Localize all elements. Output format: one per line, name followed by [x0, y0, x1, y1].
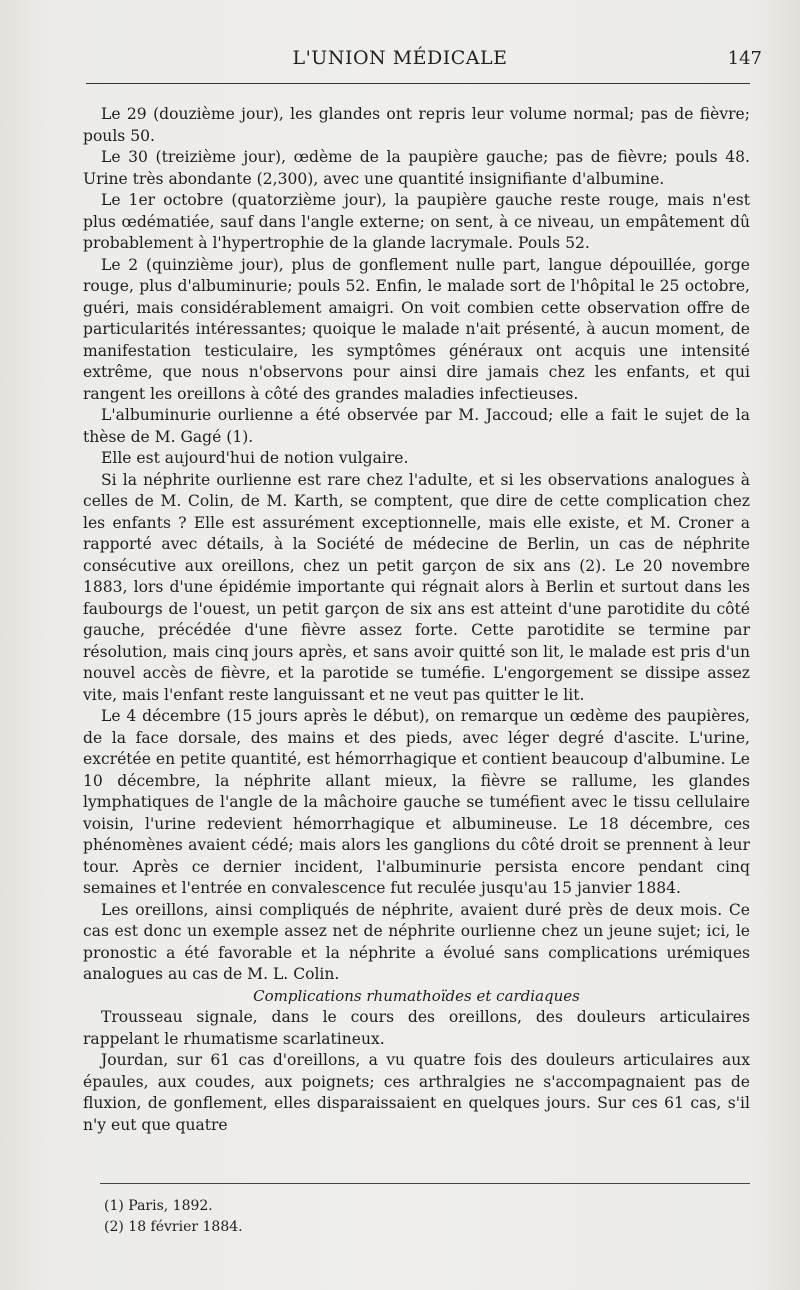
page-number: 147 [727, 48, 762, 69]
paragraph: Jourdan, sur 61 cas d'oreillons, a vu quatre fois des douleurs articulaires aux épaules, aux coudes, aux poignets; ces arthralgies ne s'accompagnaient pas de fluxion, de gonflement, elles disparaissaient en quelques jours. Sur ces 61 cas, s'il n'y eut que quatre [83, 1051, 750, 1134]
header-rule [86, 83, 750, 84]
footnote-rule [100, 1183, 750, 1184]
footnote: (2) 18 février 1884. [104, 1219, 243, 1235]
paragraph: Le 2 (quinzième jour), plus de gonflement nulle part, langue dépouillée, gorge rouge, plus d'albuminurie; pouls 52. Enfin, le malade sort de l'hôpital le 25 octobre, guéri, mais considérablement amaigri. On voit combien cette observation offre de particularités intéressantes; quoique le malade n'ait présenté, à aucun moment, de manifestation testiculaire, les symptômes généraux ont acquis une intensité extrême, que nous n'observons pour ainsi dire jamais chez les enfants, et qui rangent les oreillons à côté des grandes maladies infectieuses. [83, 255, 750, 403]
footnote: (1) Paris, 1892. [104, 1198, 213, 1214]
body-text [83, 104, 750, 1136]
section-heading: Complications rhumathoïdes et cardiaques [253, 986, 580, 1005]
paragraph: Trousseau signale, dans le cours des oreillons, des douleurs articulaires rappelant le rhumatisme scarlatineux. [83, 1008, 750, 1048]
running-head [0, 44, 800, 74]
paragraph: Le 4 décembre (15 jours après le début), on remarque un œdème des paupières, de la face dorsale, des mains et des pieds, avec léger degré d'ascite. L'urine, excrétée en petite quantité, est hémorrhagique et contient beaucoup d'albumine. Le 10 décembre, la néphrite allant mieux, la fièvre se rallume, les glandes lymphatiques de l'angle de la mâchoire gauche se tuméfient avec le tissu cellulaire voisin, l'urine redevient hémorrhagique et albumineuse. Le 18 décembre, ces phénomènes avaient cédé; mais alors les ganglions du côté droit se prennent à leur tour. Après ce dernier incident, l'albuminurie persista encore pendant cinq semaines et l'entrée en convalescence fut reculée jusqu'au 15 janvier 1884. [83, 707, 750, 897]
paragraph: Elle est aujourd'hui de notion vulgaire. [101, 449, 409, 467]
running-title: L'UNION MÉDICALE [292, 47, 508, 69]
paragraph: Le 29 (douzième jour), les glandes ont repris leur volume normal; pas de fièvre; pouls 50. [83, 105, 750, 145]
paragraph: L'albuminurie ourlienne a été observée par M. Jaccoud; elle a fait le sujet de la thèse de M. Gagé (1). [83, 406, 750, 446]
paragraph: Le 1er octobre (quatorzième jour), la paupière gauche reste rouge, mais n'est plus œdématiée, sauf dans l'angle externe; on sent, à ce niveau, un empâtement dû probablement à l'hypertrophie de la glande lacrymale. Pouls 52. [83, 191, 750, 252]
paragraph: Les oreillons, ainsi compliqués de néphrite, avaient duré près de deux mois. Ce cas est donc un exemple assez net de néphrite ourlienne chez un jeune sujet; ici, le pronostic a été favorable et la néphrite a évolué sans complications urémiques analogues au cas de M. L. Colin. [83, 900, 750, 983]
paragraph: Si la néphrite ourlienne est rare chez l'adulte, et si les observations analogues à celles de M. Colin, de M. Karth, se comptent, que dire de cette complication chez les enfants ? Elle est assurément exceptionnelle, mais elle existe, et M. Croner a rapporté avec détails, à la Société de médecine de Berlin, un cas de néphrite consécutive aux oreillons, chez un petit garçon de six ans (2). Le 20 novembre 1883, lors d'une épidémie importante qui régnait alors à Berlin et surtout dans les faubourgs de l'ouest, un petit garçon de six ans est atteint d'une parotidite du côté gauche, précédée d'une fièvre assez forte. Cette parotidite se termine par résolution, mais cinq jours après, et sans avoir quitté son lit, le malade est pris d'un nouvel accès de fièvre, et la parotide se tuméfie. L'engorgement se dissipe assez vite, mais l'enfant reste languissant et ne veut pas quitter le lit. [83, 470, 750, 704]
paragraph: Le 30 (treizième jour), œdème de la paupière gauche; pas de fièvre; pouls 48. Urine très abondante (2,300), avec une quantité insignifiante d'albumine. [83, 148, 750, 188]
footnotes [104, 1196, 243, 1238]
